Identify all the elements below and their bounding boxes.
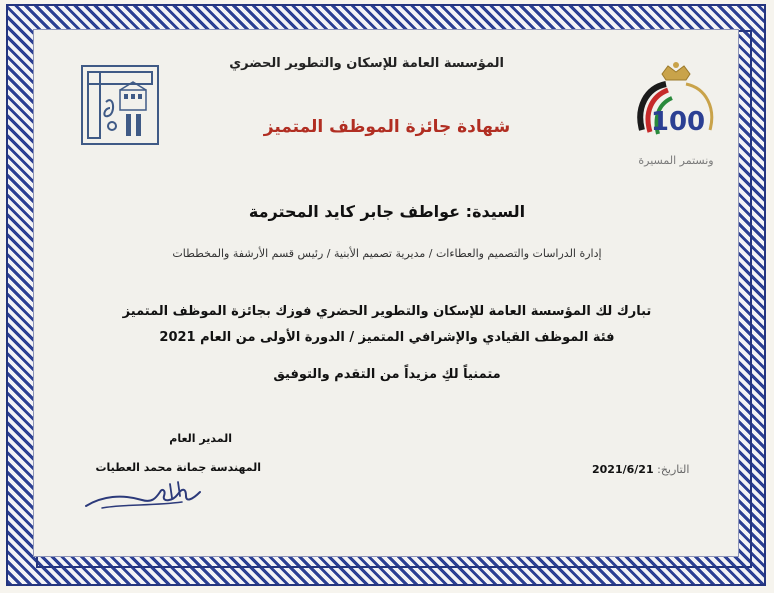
certificate-title: شهادة جائزة الموظف المتميز <box>263 117 511 137</box>
congratulation-message-line-1: تبارك لك المؤسسة العامة للإسكان والتطوير الحضري فوزك بجائزة الموظف المتميز <box>122 304 652 319</box>
date-value: 2021/6/21 <box>592 463 654 476</box>
department-line: إدارة الدراسات والتصميم والعطاءات / مديرية تصميم الأبنية / رئيس قسم الأرشفة والمخططات <box>172 247 602 260</box>
emblem-caption: ونستمر المسيرة <box>638 154 714 167</box>
emblem-number: 100 <box>650 107 706 137</box>
signatory-name: المهندسة جمانة محمد العطيات <box>95 461 261 474</box>
date-label: التاريخ: <box>657 463 690 476</box>
signature <box>82 478 206 514</box>
wishes-line: متمنياً لكِ مزيداً من التقدم والتوفيق <box>273 367 501 382</box>
signatory-title: المدير العام <box>169 432 232 445</box>
date-line <box>592 463 689 476</box>
recipient-name: السيدة: عواطف جابر كايد المحترمة <box>248 202 526 221</box>
organization-name: المؤسسة العامة للإسكان والتطوير الحضري <box>229 56 504 71</box>
congratulation-message-line-2: فئة الموظف القيادي والإشرافي المتميز / الدورة الأولى من العام 2021 <box>159 330 615 345</box>
